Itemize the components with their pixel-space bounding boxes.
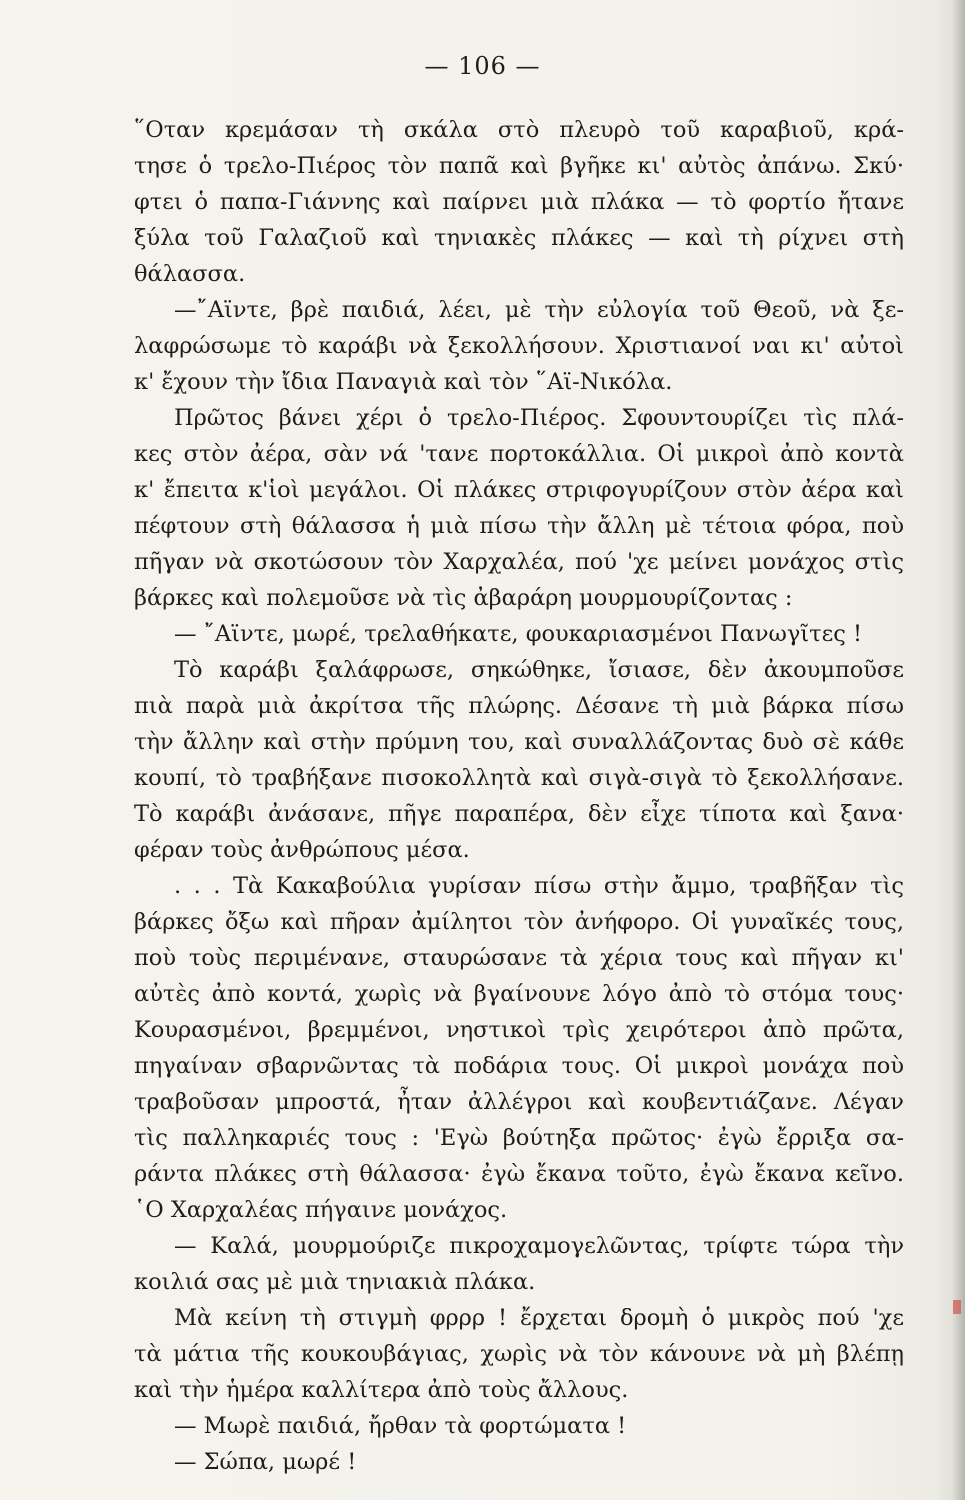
text-line: πῆγαν νὰ σκοτώσουν τὸν Χαρχαλέα, πού 'χε μείνει μονάχος στὶς bbox=[134, 549, 904, 575]
text-line: —῎Αϊντε, βρὲ παιδιά, λέει, μὲ τὴν εὐλογία τοῦ Θεοῦ, νὰ ξε- bbox=[174, 297, 904, 323]
text-line: . . . Τὰ Κακαβούλια γυρίσαν πίσω στὴν ἄμμο, τραβῆξαν τὶς bbox=[174, 873, 904, 899]
text-line: βάρκες ὄξω καὶ πῆραν ἀμίλητοι τὸν ἀνήφορο. Οἱ γυναῖκές τους, bbox=[134, 909, 904, 935]
text-line: κες στὸν ἀέρα, σὰν νά 'τανε πορτοκάλλια. Οἱ μικροὶ ἀπὸ κοντὰ bbox=[134, 441, 904, 467]
text-line: ποὺ τοὺς περιμένανε, σταυρώσανε τὰ χέρια τους καὶ πῆγαν κι' bbox=[134, 945, 904, 971]
text-line: πιὰ παρὰ μιὰ ἀκρίτσα τῆς πλώρης. Δέσανε τὴ μιὰ βάρκα πίσω bbox=[134, 693, 904, 719]
text-line: τὶς παλληκαριές τους : 'Εγὼ βούτηξα πρῶτος· ἐγὼ ἔρριξα σα- bbox=[134, 1125, 904, 1151]
text-line: τησε ὁ τρελο-Πιέρος τὸν παπᾶ καὶ βγῆκε κι' αὐτὸς ἀπάνω. Σκύ· bbox=[134, 153, 904, 179]
text-line: βάρκες καὶ πολεμοῦσε νὰ τὶς ἀβαράρη μουρμουρίζοντας : bbox=[134, 585, 793, 611]
margin-mark bbox=[953, 1300, 961, 1314]
page-number: — 106 — bbox=[424, 52, 541, 80]
book-spine-edge bbox=[951, 0, 965, 1500]
text-line: τὴν ἄλλην καὶ στὴν πρύμνη του, καὶ συναλλάζοντας δυὸ σὲ κάθε bbox=[134, 729, 904, 755]
text-line: πηγαίναν σβαρνῶντας τὰ ποδάρια τους. Οἱ μικροὶ μονάχα ποὺ bbox=[134, 1053, 904, 1079]
text-line: — ῎Αϊντε, μωρέ, τρελαθήκατε, φουκαριασμένοι Πανωγῖτες ! bbox=[174, 621, 863, 647]
text-line: Τὸ καράβι ξαλάφρωσε, σηκώθηκε, ἴσιασε, δὲν ἀκουμποῦσε bbox=[174, 657, 904, 683]
text-line: τὰ μάτια τῆς κουκουβάγιας, χωρὶς νὰ τὸν κάνουνε νὰ μὴ βλέπῃ bbox=[134, 1341, 904, 1367]
text-line: κουπί, τὸ τραβήξανε πισοκολλητὰ καὶ σιγὰ-σιγὰ τὸ ξεκολλήσανε. bbox=[134, 765, 904, 791]
text-line: — Σώπα, μωρέ ! bbox=[174, 1449, 357, 1475]
text-line: ράντα πλάκες στὴ θάλασσα· ἐγὼ ἔκανα τοῦτο, ἐγὼ ἔκανα κεῖνο. bbox=[134, 1161, 904, 1187]
text-line: φέραν τοὺς ἀνθρώπους μέσα. bbox=[134, 837, 470, 863]
text-line: — Καλά, μουρμούριζε πικροχαμογελῶντας, τρίφτε τώρα τὴν bbox=[174, 1233, 904, 1259]
text-line: κοιλιά σας μὲ μιὰ τηνιακιὰ πλάκα. bbox=[134, 1269, 536, 1295]
text-line: — Μωρὲ παιδιά, ἤρθαν τὰ φορτώματα ! bbox=[174, 1413, 627, 1439]
text-line: λαφρώσωμε τὸ καράβι νὰ ξεκολλήσουν. Χριστιανοί ναι κι' αὐτοὶ bbox=[134, 333, 904, 359]
body-text bbox=[134, 112, 904, 1480]
text-line: κ' ἔχουν τὴν ἴδια Παναγιὰ καὶ τὸν ῞Αϊ-Νικόλα. bbox=[134, 369, 673, 395]
text-line: ξύλα τοῦ Γαλαζιοῦ καὶ τηνιακὲς πλάκες — καὶ τὴ ρίχνει στὴ bbox=[134, 225, 904, 251]
text-line: Κουρασμένοι, βρεμμένοι, νηστικοὶ τρὶς χειρότεροι ἀπὸ πρῶτα, bbox=[134, 1017, 904, 1043]
text-line: φτει ὁ παπα-Γιάννης καὶ παίρνει μιὰ πλάκα — τὸ φορτίο ἤτανε bbox=[134, 189, 904, 215]
text-line: τραβοῦσαν μπροστά, ἦταν ἀλλέγροι καὶ κουβεντιάζανε. Λέγαν bbox=[134, 1089, 904, 1115]
text-line: Μὰ κείνη τὴ στιγμὴ φρρρ ! ἔρχεται δρομὴ ὁ μικρὸς πού 'χε bbox=[174, 1305, 904, 1331]
text-line: κ' ἔπειτα κ'ἱοὶ μεγάλοι. Οἱ πλάκες στριφογυρίζουν στὸν ἀέρα καὶ bbox=[134, 477, 904, 503]
text-line: θάλασσα. bbox=[134, 261, 246, 287]
text-line: αὐτὲς ἀπὸ κοντά, χωρὶς νὰ βγαίνουνε λόγο ἀπὸ τὸ στόμα τους· bbox=[134, 981, 904, 1007]
text-line: ῾Ο Χαρχαλέας πήγαινε μονάχος. bbox=[134, 1197, 508, 1223]
text-line: ῞Οταν κρεμάσαν τὴ σκάλα στὸ πλευρὸ τοῦ καραβιοῦ, κρά- bbox=[134, 117, 904, 143]
text-line: Τὸ καράβι ἀνάσανε, πῆγε παραπέρα, δὲν εἶχε τίποτα καὶ ξανα· bbox=[134, 801, 904, 827]
text-line: Πρῶτος βάνει χέρι ὁ τρελο-Πιέρος. Σφουντουρίζει τὶς πλά- bbox=[174, 405, 904, 431]
text-line: πέφτουν στὴ θάλασσα ἡ μιὰ πίσω τὴν ἄλλη μὲ τέτοια φόρα, ποὺ bbox=[134, 513, 904, 539]
text-line: καὶ τὴν ἡμέρα καλλίτερα ἀπὸ τοὺς ἄλλους. bbox=[134, 1377, 629, 1403]
